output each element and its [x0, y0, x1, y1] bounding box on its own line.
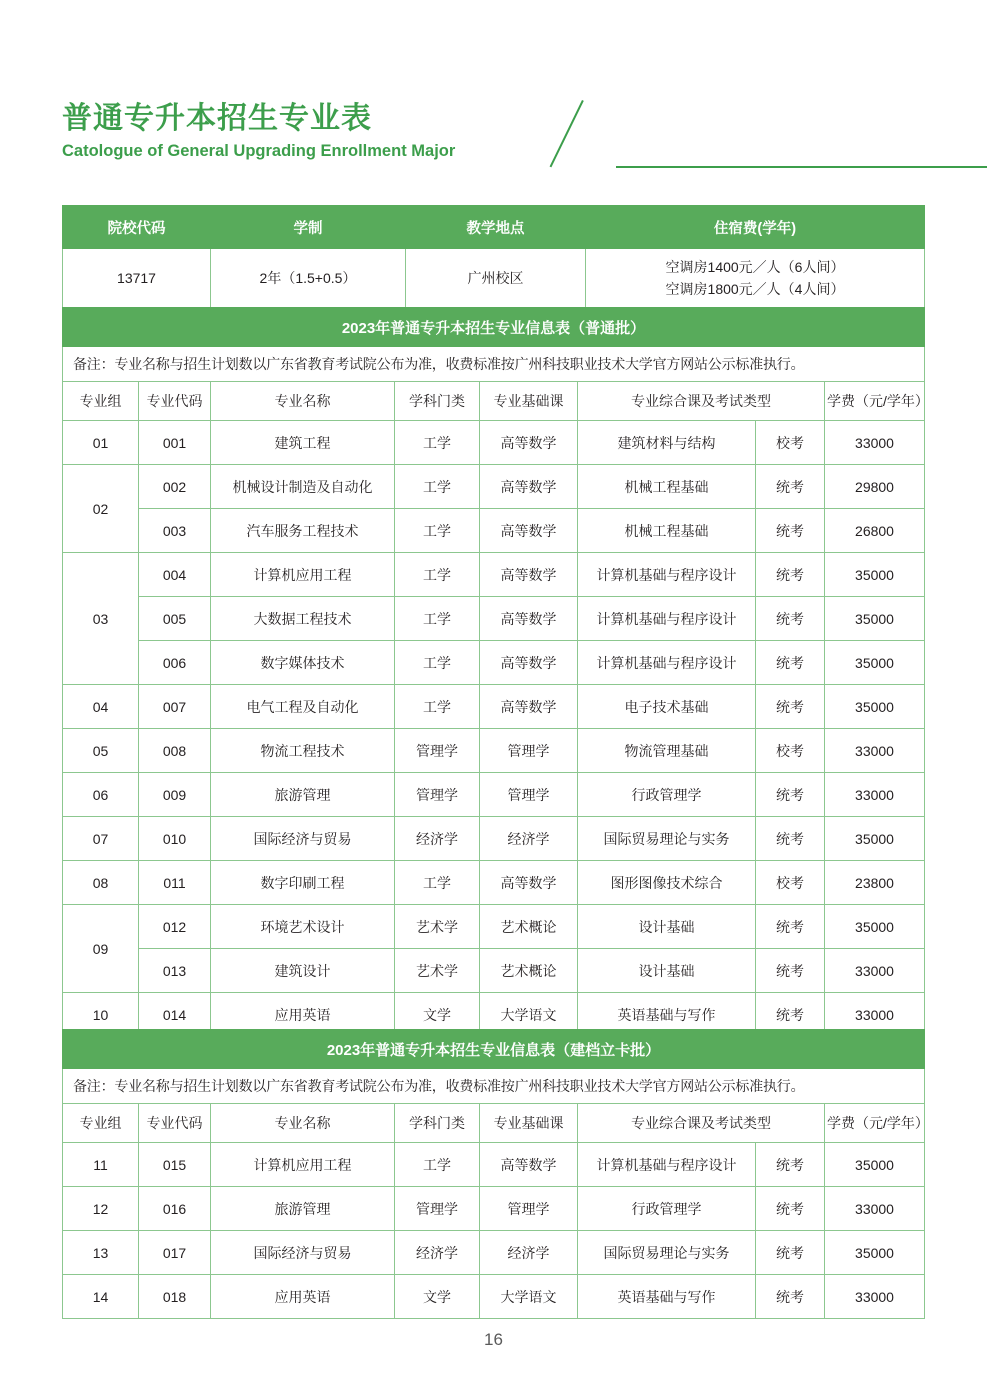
cell-discipline: 工学	[395, 597, 480, 641]
cell-basic-course: 管理学	[480, 1187, 578, 1231]
majors-table-poverty	[62, 1029, 929, 1319]
cell-major-code: 002	[139, 465, 211, 509]
table-row	[63, 641, 925, 685]
cell-major-name: 物流工程技术	[211, 729, 395, 773]
cell-major-group: 07	[63, 817, 139, 861]
cell-exam-type: 校考	[756, 729, 825, 773]
cell-school-code: 13717	[63, 249, 211, 308]
table-row	[63, 861, 925, 905]
cell-exam-type: 统考	[756, 685, 825, 729]
cell-major-name: 旅游管理	[211, 1187, 395, 1231]
cell-major-name: 数字媒体技术	[211, 641, 395, 685]
cell-major-code: 013	[139, 949, 211, 993]
table-row	[63, 729, 925, 773]
cell-major-name: 国际经济与贸易	[211, 1231, 395, 1275]
cell-discipline: 管理学	[395, 729, 480, 773]
table-row	[63, 1030, 925, 1069]
page-number: 16	[484, 1330, 503, 1349]
cell-comprehensive-course: 设计基础	[578, 905, 756, 949]
cell-major-code: 001	[139, 421, 211, 465]
cell-major-code: 012	[139, 905, 211, 949]
cell-discipline: 管理学	[395, 773, 480, 817]
cell-major-code: 007	[139, 685, 211, 729]
table-row	[63, 1231, 925, 1275]
cell-major-group: 01	[63, 421, 139, 465]
cell-major-code: 010	[139, 817, 211, 861]
cell-exam-type: 统考	[756, 553, 825, 597]
cell-major-name: 电气工程及自动化	[211, 685, 395, 729]
cell-basic-course: 经济学	[480, 1231, 578, 1275]
table-row	[63, 905, 925, 949]
cell-major-group: 05	[63, 729, 139, 773]
table-row	[63, 1069, 925, 1104]
cell-major-name: 应用英语	[211, 993, 395, 1037]
cell-exam-type: 统考	[756, 1187, 825, 1231]
cell-major-name: 旅游管理	[211, 773, 395, 817]
cell-major-code: 004	[139, 553, 211, 597]
cell-tuition: 33000	[825, 1275, 925, 1319]
col-header-major-group: 专业组	[63, 382, 139, 421]
cell-discipline: 文学	[395, 1275, 480, 1319]
cell-major-code: 003	[139, 509, 211, 553]
cell-tuition: 33000	[825, 1187, 925, 1231]
table-row	[63, 382, 925, 421]
cell-tuition: 35000	[825, 1231, 925, 1275]
table-row	[63, 773, 925, 817]
cell-tuition: 33000	[825, 421, 925, 465]
cell-discipline: 工学	[395, 509, 480, 553]
table-row	[63, 949, 925, 993]
table-row	[63, 308, 925, 347]
cell-tuition: 33000	[825, 949, 925, 993]
cell-major-name: 建筑工程	[211, 421, 395, 465]
cell-comprehensive-course: 计算机基础与程序设计	[578, 597, 756, 641]
cell-basic-course: 管理学	[480, 729, 578, 773]
cell-major-code: 014	[139, 993, 211, 1037]
cell-discipline: 文学	[395, 993, 480, 1037]
cell-discipline: 工学	[395, 861, 480, 905]
cell-major-code: 016	[139, 1187, 211, 1231]
cell-basic-course: 高等数学	[480, 421, 578, 465]
cell-major-group: 04	[63, 685, 139, 729]
cell-major-group: 09	[63, 905, 139, 993]
section-poverty-alleviation-batch	[62, 1029, 929, 1319]
cell-exam-type: 校考	[756, 861, 825, 905]
cell-tuition: 35000	[825, 685, 925, 729]
table-row	[63, 1143, 925, 1187]
cell-comprehensive-course: 物流管理基础	[578, 729, 756, 773]
cell-major-code: 018	[139, 1275, 211, 1319]
cell-major-group: 08	[63, 861, 139, 905]
cell-discipline: 工学	[395, 641, 480, 685]
cell-comprehensive-course: 机械工程基础	[578, 509, 756, 553]
cell-accommodation-fee	[586, 249, 925, 308]
cell-major-code: 011	[139, 861, 211, 905]
header-decorative-rule	[582, 100, 987, 166]
cell-major-name: 环境艺术设计	[211, 905, 395, 949]
cell-comprehensive-course: 机械工程基础	[578, 465, 756, 509]
fee-line-1: 空调房1400元／人（6人间）	[665, 259, 845, 275]
cell-basic-course: 大学语文	[480, 993, 578, 1037]
cell-major-name: 大数据工程技术	[211, 597, 395, 641]
cell-exam-type: 统考	[756, 1231, 825, 1275]
page-title: 普通专升本招生专业表	[62, 101, 372, 136]
col-header-major-name: 专业名称	[211, 382, 395, 421]
cell-basic-course: 高等数学	[480, 641, 578, 685]
table-row	[63, 597, 925, 641]
cell-major-code: 006	[139, 641, 211, 685]
cell-exam-type: 统考	[756, 465, 825, 509]
cell-basic-course: 高等数学	[480, 861, 578, 905]
cell-tuition: 33000	[825, 993, 925, 1037]
col-header-major-name: 专业名称	[211, 1104, 395, 1143]
page-subtitle: Catologue of General Upgrading Enrollment Major	[62, 142, 456, 160]
cell-basic-course: 高等数学	[480, 685, 578, 729]
cell-major-name: 应用英语	[211, 1275, 395, 1319]
col-header-tuition: 学费（元/学年）	[825, 382, 925, 421]
table-row	[63, 421, 925, 465]
cell-comprehensive-course: 图形图像技术综合	[578, 861, 756, 905]
cell-major-name: 计算机应用工程	[211, 553, 395, 597]
cell-major-name: 汽车服务工程技术	[211, 509, 395, 553]
cell-discipline: 工学	[395, 465, 480, 509]
cell-basic-course: 高等数学	[480, 597, 578, 641]
cell-exam-type: 统考	[756, 1143, 825, 1187]
cell-tuition: 35000	[825, 641, 925, 685]
cell-discipline: 工学	[395, 421, 480, 465]
cell-tuition: 33000	[825, 729, 925, 773]
col-header-campus: 教学地点	[406, 206, 586, 249]
table-row	[63, 553, 925, 597]
cell-major-name: 国际经济与贸易	[211, 817, 395, 861]
cell-comprehensive-course: 行政管理学	[578, 1187, 756, 1231]
col-header-major-code: 专业代码	[139, 382, 211, 421]
cell-comprehensive-course: 电子技术基础	[578, 685, 756, 729]
col-header-basic-course: 专业基础课	[480, 382, 578, 421]
section-note-general: 备注：专业名称与招生计划数以广东省教育考试院公布为准，收费标准按广州科技职业技术大学官方网站公示标准执行。	[63, 347, 925, 382]
cell-major-code: 005	[139, 597, 211, 641]
table-row	[63, 817, 925, 861]
cell-tuition: 35000	[825, 553, 925, 597]
section-banner-poverty: 2023年普通专升本招生专业信息表（建档立卡批）	[63, 1030, 925, 1069]
cell-major-code: 009	[139, 773, 211, 817]
col-header-comprehensive-course: 专业综合课及考试类型	[578, 1104, 825, 1143]
fee-line-2: 空调房1800元／人（4人间）	[665, 281, 845, 297]
cell-discipline: 经济学	[395, 1231, 480, 1275]
table-row	[63, 347, 925, 382]
cell-discipline: 管理学	[395, 1187, 480, 1231]
cell-comprehensive-course: 行政管理学	[578, 773, 756, 817]
col-header-major-code: 专业代码	[139, 1104, 211, 1143]
cell-exam-type: 统考	[756, 641, 825, 685]
cell-major-name: 建筑设计	[211, 949, 395, 993]
cell-basic-course: 高等数学	[480, 1143, 578, 1187]
page-header	[62, 100, 927, 182]
cell-comprehensive-course: 英语基础与写作	[578, 1275, 756, 1319]
cell-major-group: 06	[63, 773, 139, 817]
cell-tuition: 33000	[825, 773, 925, 817]
cell-comprehensive-course: 设计基础	[578, 949, 756, 993]
cell-comprehensive-course: 计算机基础与程序设计	[578, 641, 756, 685]
cell-discipline: 工学	[395, 1143, 480, 1187]
cell-basic-course: 大学语文	[480, 1275, 578, 1319]
cell-basic-course: 高等数学	[480, 509, 578, 553]
cell-tuition: 29800	[825, 465, 925, 509]
cell-discipline: 经济学	[395, 817, 480, 861]
cell-comprehensive-course: 国际贸易理论与实务	[578, 817, 756, 861]
col-header-school-code: 院校代码	[63, 206, 211, 249]
cell-exam-type: 统考	[756, 509, 825, 553]
cell-tuition: 35000	[825, 817, 925, 861]
table-row	[63, 509, 925, 553]
cell-basic-course: 高等数学	[480, 553, 578, 597]
section-banner-general: 2023年普通专升本招生专业信息表（普通批）	[63, 308, 925, 347]
cell-tuition: 35000	[825, 1143, 925, 1187]
col-header-discipline: 学科门类	[395, 1104, 480, 1143]
cell-comprehensive-course: 英语基础与写作	[578, 993, 756, 1037]
table-row	[63, 1275, 925, 1319]
cell-comprehensive-course: 建筑材料与结构	[578, 421, 756, 465]
cell-comprehensive-course: 计算机基础与程序设计	[578, 1143, 756, 1187]
table-row	[63, 206, 925, 249]
cell-major-group: 12	[63, 1187, 139, 1231]
col-header-comprehensive-course: 专业综合课及考试类型	[578, 382, 825, 421]
table-row	[63, 465, 925, 509]
section-general-batch	[62, 205, 929, 1037]
cell-major-name: 数字印刷工程	[211, 861, 395, 905]
cell-basic-course: 经济学	[480, 817, 578, 861]
cell-major-name: 计算机应用工程	[211, 1143, 395, 1187]
cell-major-group: 14	[63, 1275, 139, 1319]
cell-major-group: 10	[63, 993, 139, 1037]
col-header-accommodation-fee: 住宿费(学年)	[586, 206, 925, 249]
cell-major-code: 017	[139, 1231, 211, 1275]
cell-exam-type: 统考	[756, 773, 825, 817]
cell-exam-type: 统考	[756, 949, 825, 993]
table-row	[63, 249, 925, 308]
cell-major-group: 11	[63, 1143, 139, 1187]
col-header-tuition: 学费（元/学年）	[825, 1104, 925, 1143]
cell-tuition: 23800	[825, 861, 925, 905]
cell-major-code: 008	[139, 729, 211, 773]
cell-basic-course: 艺术概论	[480, 949, 578, 993]
cell-tuition: 35000	[825, 597, 925, 641]
majors-table-general	[62, 307, 929, 1037]
cell-major-group: 02	[63, 465, 139, 553]
cell-major-name: 机械设计制造及自动化	[211, 465, 395, 509]
cell-exam-type: 统考	[756, 817, 825, 861]
cell-discipline: 艺术学	[395, 949, 480, 993]
cell-exam-type: 统考	[756, 597, 825, 641]
cell-discipline: 艺术学	[395, 905, 480, 949]
cell-exam-type: 统考	[756, 993, 825, 1037]
cell-major-group: 13	[63, 1231, 139, 1275]
cell-discipline: 工学	[395, 553, 480, 597]
header-rule-horizontal	[616, 166, 987, 168]
cell-exam-type: 统考	[756, 1275, 825, 1319]
cell-basic-course: 艺术概论	[480, 905, 578, 949]
col-header-discipline: 学科门类	[395, 382, 480, 421]
col-header-system: 学制	[211, 206, 406, 249]
cell-basic-course: 管理学	[480, 773, 578, 817]
cell-exam-type: 校考	[756, 421, 825, 465]
table-row	[63, 1104, 925, 1143]
cell-comprehensive-course: 国际贸易理论与实务	[578, 1231, 756, 1275]
cell-tuition: 35000	[825, 905, 925, 949]
section-note-poverty: 备注：专业名称与招生计划数以广东省教育考试院公布为准，收费标准按广州科技职业技术大学官方网站公示标准执行。	[63, 1069, 925, 1104]
cell-comprehensive-course: 计算机基础与程序设计	[578, 553, 756, 597]
cell-major-group: 03	[63, 553, 139, 685]
table-row	[63, 685, 925, 729]
cell-discipline: 工学	[395, 685, 480, 729]
table-row	[63, 1187, 925, 1231]
cell-campus: 广州校区	[406, 249, 586, 308]
cell-basic-course: 高等数学	[480, 465, 578, 509]
cell-exam-type: 统考	[756, 905, 825, 949]
cell-major-code: 015	[139, 1143, 211, 1187]
school-info-table	[62, 205, 925, 308]
cell-system: 2年（1.5+0.5）	[211, 249, 406, 308]
cell-tuition: 26800	[825, 509, 925, 553]
col-header-basic-course: 专业基础课	[480, 1104, 578, 1143]
col-header-major-group: 专业组	[63, 1104, 139, 1143]
